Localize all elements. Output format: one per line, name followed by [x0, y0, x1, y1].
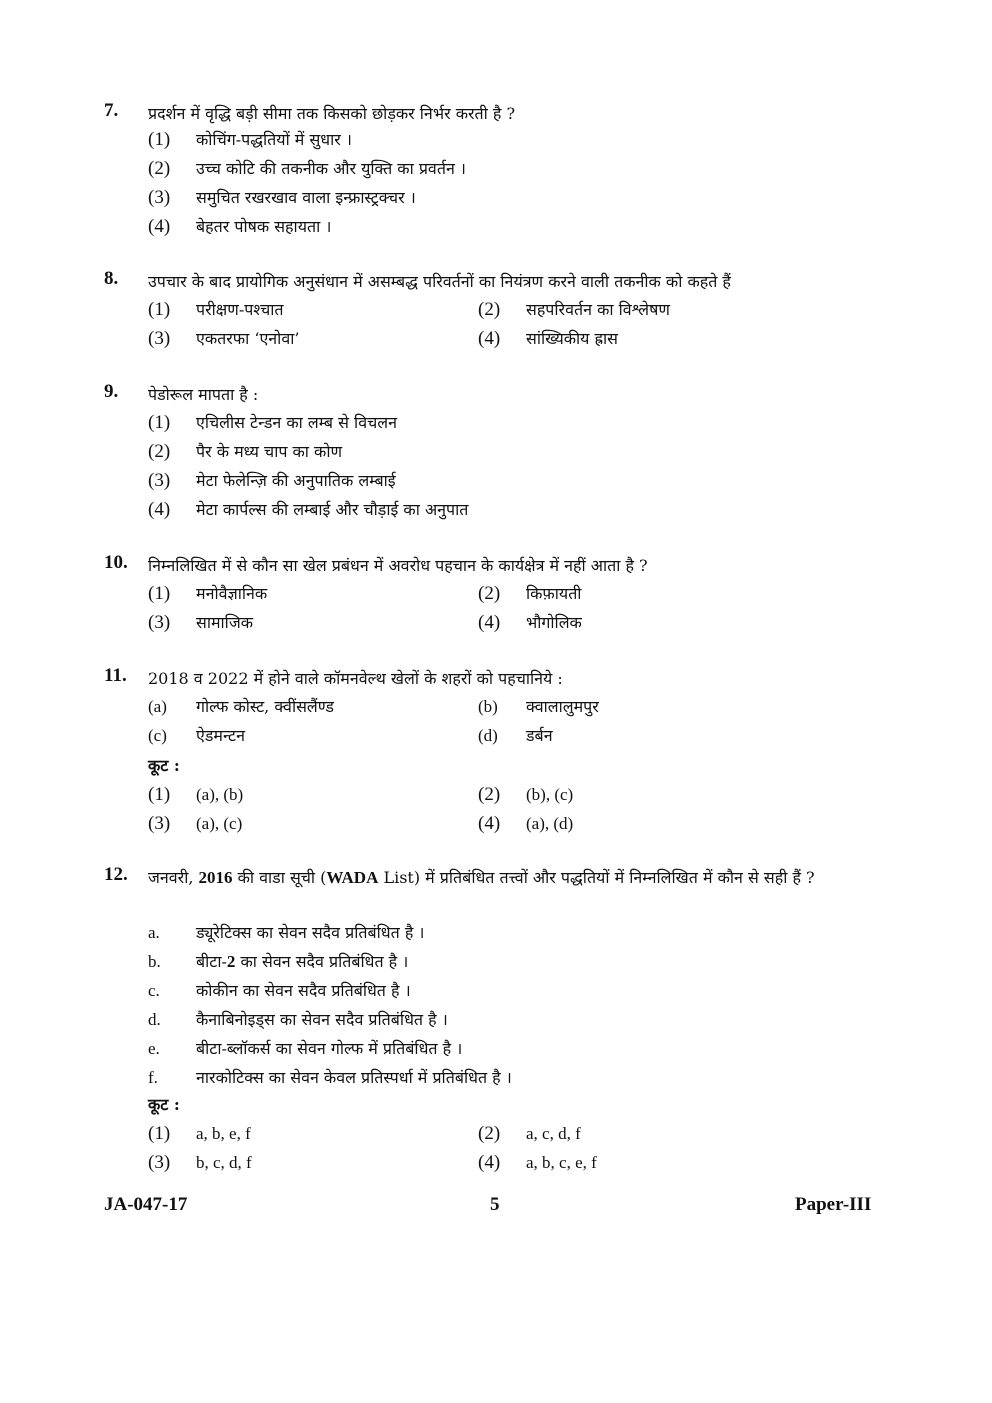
code-label: कूट :: [148, 1095, 180, 1114]
question-text: पेडोरूल मापता है :: [148, 385, 259, 404]
list-item-f: f. नारकोटिक्स का सेवन केवल प्रतिस्पर्धा में प्रतिबंधित है ।: [148, 1068, 512, 1087]
list-item-c: (c) ऐडमन्टन: [148, 726, 245, 745]
option-2: (2) सहपरिवर्तन का विश्लेषण: [478, 299, 670, 320]
question-text: प्रदर्शन में वृद्धि बड़ी सीमा तक किसको छोड़कर निर्भर करती है ?: [148, 104, 516, 123]
option-4: (4) भौगोलिक: [478, 612, 582, 633]
option-3: (3) b, c, d, f: [148, 1152, 252, 1173]
option-2: (2) किफ़ायती: [478, 583, 582, 604]
list-item-d: d. कैनाबिनोइड्स का सेवन सदैव प्रतिबंधित है ।: [148, 1010, 448, 1029]
option-4: (4) सांख्यिकीय ह्रास: [478, 328, 618, 349]
option-1: (1) (a), (b): [148, 784, 244, 805]
option-4: (4) मेटा कार्पल्स की लम्बाई और चौड़ाई का अनुपात: [148, 499, 469, 520]
option-4: (4) a, b, c, e, f: [478, 1152, 597, 1173]
list-item-e: e. बीटा-ब्लॉकर्स का सेवन गोल्फ में प्रतिबंधित है ।: [148, 1039, 463, 1058]
question-number: 8.: [104, 268, 119, 289]
list-item-a: (a) गोल्फ कोस्ट, क्वींसलैंण्ड: [148, 697, 334, 716]
list-item-a: a. ड्यूरेटिक्स का सेवन सदैव प्रतिबंधित है ।: [148, 923, 425, 942]
option-3: (3) सामाजिक: [148, 612, 253, 633]
option-1: (1) एचिलीस टेन्डन का लम्ब से विचलन: [148, 412, 397, 433]
code-label: कूट :: [148, 756, 180, 775]
option-2: (2) a, c, d, f: [478, 1123, 581, 1144]
option-1: (1) a, b, e, f: [148, 1123, 251, 1144]
question-text: जनवरी, 2016 की वाडा सूची (WADA List) में प्रतिबंधित तत्त्वों और पद्धतियों में निम्नलिखित में कौन से सही हैं ?: [148, 868, 815, 887]
question-text: उपचार के बाद प्रायोगिक अनुसंधान में असम्बद्ध परिवर्तनों का नियंत्रण करने वाली तकनीक को कहते हैं: [148, 272, 731, 291]
question-number: 10.: [104, 552, 128, 573]
option-4: (4) (a), (d): [478, 813, 574, 834]
option-4: (4) बेहतर पोषक सहायता ।: [148, 216, 332, 237]
option-3: (3) मेटा फेलेन्ज़ि की अनुपातिक लम्बाई: [148, 470, 396, 491]
footer-paper-code: JA-047-17: [104, 1194, 188, 1215]
question-number: 9.: [104, 381, 119, 402]
footer-page-number: 5: [490, 1194, 500, 1215]
option-1: (1) कोचिंग-पद्धतियों में सुधार ।: [148, 129, 352, 150]
question-text: 2018 व 2022 में होने वाले कॉमनवेल्थ खेलों के शहरों को पहचानिये :: [148, 669, 563, 688]
option-2: (2) (b), (c): [478, 784, 574, 805]
option-2: (2) पैर के मध्य चाप का कोण: [148, 441, 343, 462]
option-1: (1) परीक्षण-पश्चात: [148, 299, 284, 320]
question-text: निम्नलिखित में से कौन सा खेल प्रबंधन में अवरोध पहचान के कार्यक्षेत्र में नहीं आता है ?: [148, 556, 648, 575]
question-number: 11.: [104, 665, 127, 686]
option-2: (2) उच्च कोटि की तकनीक और युक्ति का प्रवर्तन ।: [148, 158, 466, 179]
option-3: (3) एकतरफा ‘एनोवा’: [148, 328, 300, 349]
question-number: 12.: [104, 864, 128, 885]
option-3: (3) (a), (c): [148, 813, 243, 834]
option-1: (1) मनोवैज्ञानिक: [148, 583, 268, 604]
question-number: 7.: [104, 100, 119, 121]
option-3: (3) समुचित रखरखाव वाला इन्फ्रास्ट्रक्चर ।: [148, 187, 416, 208]
list-item-c: c. कोकीन का सेवन सदैव प्रतिबंधित है ।: [148, 981, 411, 1000]
footer-paper-label: Paper-III: [795, 1194, 872, 1215]
list-item-b: (b) क्वालालुमपुर: [478, 697, 599, 716]
list-item-b: b. बीटा-2 का सेवन सदैव प्रतिबंधित है ।: [148, 952, 409, 971]
list-item-d: (d) डर्बन: [478, 726, 553, 745]
